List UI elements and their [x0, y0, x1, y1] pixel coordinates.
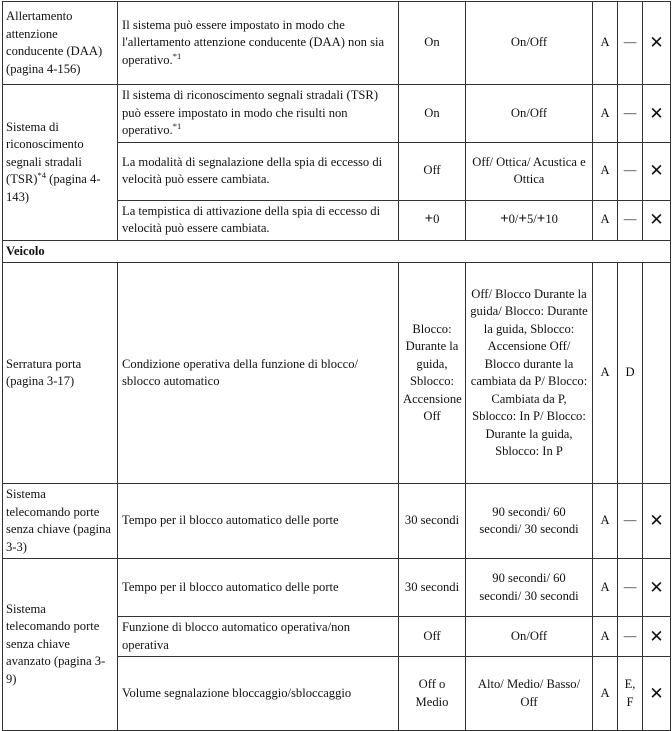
options-value: 90 secondi/ 60 secondi/ 30 secondi [466, 559, 593, 617]
cross-icon: ✕ [643, 617, 671, 657]
col-a-value: A [593, 263, 618, 484]
default-value: Off [399, 142, 466, 200]
default-value: On [399, 2, 466, 85]
cross-icon: ✕ [643, 559, 671, 617]
description-text: Il sistema può essere impostato in modo che l'allertamento attenzione conducente (DAA) non sia operativo. [122, 17, 385, 67]
col-a-value: A [593, 142, 618, 200]
col-a-value: A [593, 617, 618, 657]
description-text: Volume segnalazione bloccaggio/sbloccaggio [118, 657, 399, 731]
col-a-value: A [593, 2, 618, 85]
description-text: La modalità di segnalazione della spia di eccesso di velocità può essere cambiata. [118, 142, 399, 200]
feature-label: Allertamento attenzione conducente (DAA) (pagina 4-156) [6, 9, 103, 76]
feature-label: Serratura porta (pagina 3-17) [3, 263, 118, 484]
description-cell [118, 85, 399, 143]
footnote-ref: *4 [37, 170, 46, 180]
plus-icon: + [500, 211, 509, 228]
col-b-value: D [618, 263, 643, 484]
feature-label: Sistema telecomando porte senza chiave (pagina 3-3) [3, 484, 118, 559]
plus-icon: + [518, 211, 527, 228]
cross-icon: ✕ [643, 85, 671, 143]
cross-icon: ✕ [643, 142, 671, 200]
default-value: Off o Medio [399, 657, 466, 731]
plus-icon: + [424, 211, 434, 228]
settings-table [2, 1, 671, 731]
col-a-value: A [593, 657, 618, 731]
col-b-value: — [618, 617, 643, 657]
options-value [466, 200, 593, 240]
cross-icon: ✕ [643, 200, 671, 240]
table-row [3, 484, 671, 559]
option-number: 0/ [508, 212, 519, 227]
table-row [3, 85, 671, 143]
description-text: Tempo per il blocco automatico delle porte [118, 559, 399, 617]
default-value [399, 200, 466, 240]
options-value: On/Off [466, 85, 593, 143]
default-value: 30 secondi [399, 559, 466, 617]
col-b-value: E, F [618, 657, 643, 731]
col-b-value: — [618, 2, 643, 85]
col-b-value: — [618, 559, 643, 617]
col-b-value: — [618, 484, 643, 559]
feature-cell [3, 85, 118, 241]
cross-icon: ✕ [643, 484, 671, 559]
description-text: Funzione di blocco automatico operativa/non operativa [118, 617, 399, 657]
col-a-value: A [593, 559, 618, 617]
table-row [3, 2, 671, 85]
options-value: Off/ Ottica/ Acustica e Ottica [466, 142, 593, 200]
col-a-value: A [593, 484, 618, 559]
cross-icon: ✕ [643, 657, 671, 731]
options-value: Off/ Blocco Durante la guida/ Blocco: Durante la guida, Sblocco: Accensione Off/ Blocco durante la cambiata da P/ Blocco: Cambiata da P, Sblocco: In P/ Blocco: Durante la guida, Sblocco: In P [466, 263, 593, 484]
description-text: La tempistica di attivazione della spia di eccesso di velocità può essere cambiata. [118, 200, 399, 240]
option-number: 5/ [526, 212, 537, 227]
options-value: On/Off [466, 617, 593, 657]
feature-cell [3, 2, 118, 85]
plus-icon: + [536, 211, 546, 228]
options-value: On/Off [466, 2, 593, 85]
options-value: 90 secondi/ 60 secondi/ 30 secondi [466, 484, 593, 559]
footnote-ref: *1 [172, 121, 182, 131]
default-value: 30 secondi [399, 484, 466, 559]
col-b-value: — [618, 85, 643, 143]
default-value: Off [399, 617, 466, 657]
cross-icon: ✕ [643, 2, 671, 85]
feature-label: Sistema telecomando porte senza chiave avanzato (pagina 3-9) [3, 559, 118, 731]
table-row [3, 263, 671, 484]
description-text: Tempo per il blocco automatico delle porte [118, 484, 399, 559]
col-a-value: A [593, 85, 618, 143]
description-text: Condizione operativa della funzione di blocco/ sblocco automatico [118, 263, 399, 484]
col-b-value: — [618, 142, 643, 200]
feature-label: Sistema di riconoscimento segnali stradali (TSR) [6, 119, 84, 186]
section-row [3, 240, 671, 263]
default-value: On [399, 85, 466, 143]
col-c-value [643, 263, 671, 484]
options-value: Alto/ Medio/ Basso/ Off [466, 657, 593, 731]
default-number: 0 [433, 212, 440, 227]
section-title: Veicolo [3, 240, 671, 263]
default-value: Blocco: Durante la guida, Sblocco: Accensione Off [399, 263, 466, 484]
description-text: Il sistema di riconoscimento segnali stradali (TSR) può essere impostato in modo che risulti non operativo. [122, 88, 379, 137]
table-row [3, 559, 671, 617]
col-b-value: — [618, 200, 643, 240]
col-a-value: A [593, 200, 618, 240]
description-cell [118, 2, 399, 85]
footnote-ref: *1 [172, 50, 182, 61]
page-reference: (pagina 4-143) [6, 172, 101, 204]
option-number: 10 [545, 212, 558, 227]
